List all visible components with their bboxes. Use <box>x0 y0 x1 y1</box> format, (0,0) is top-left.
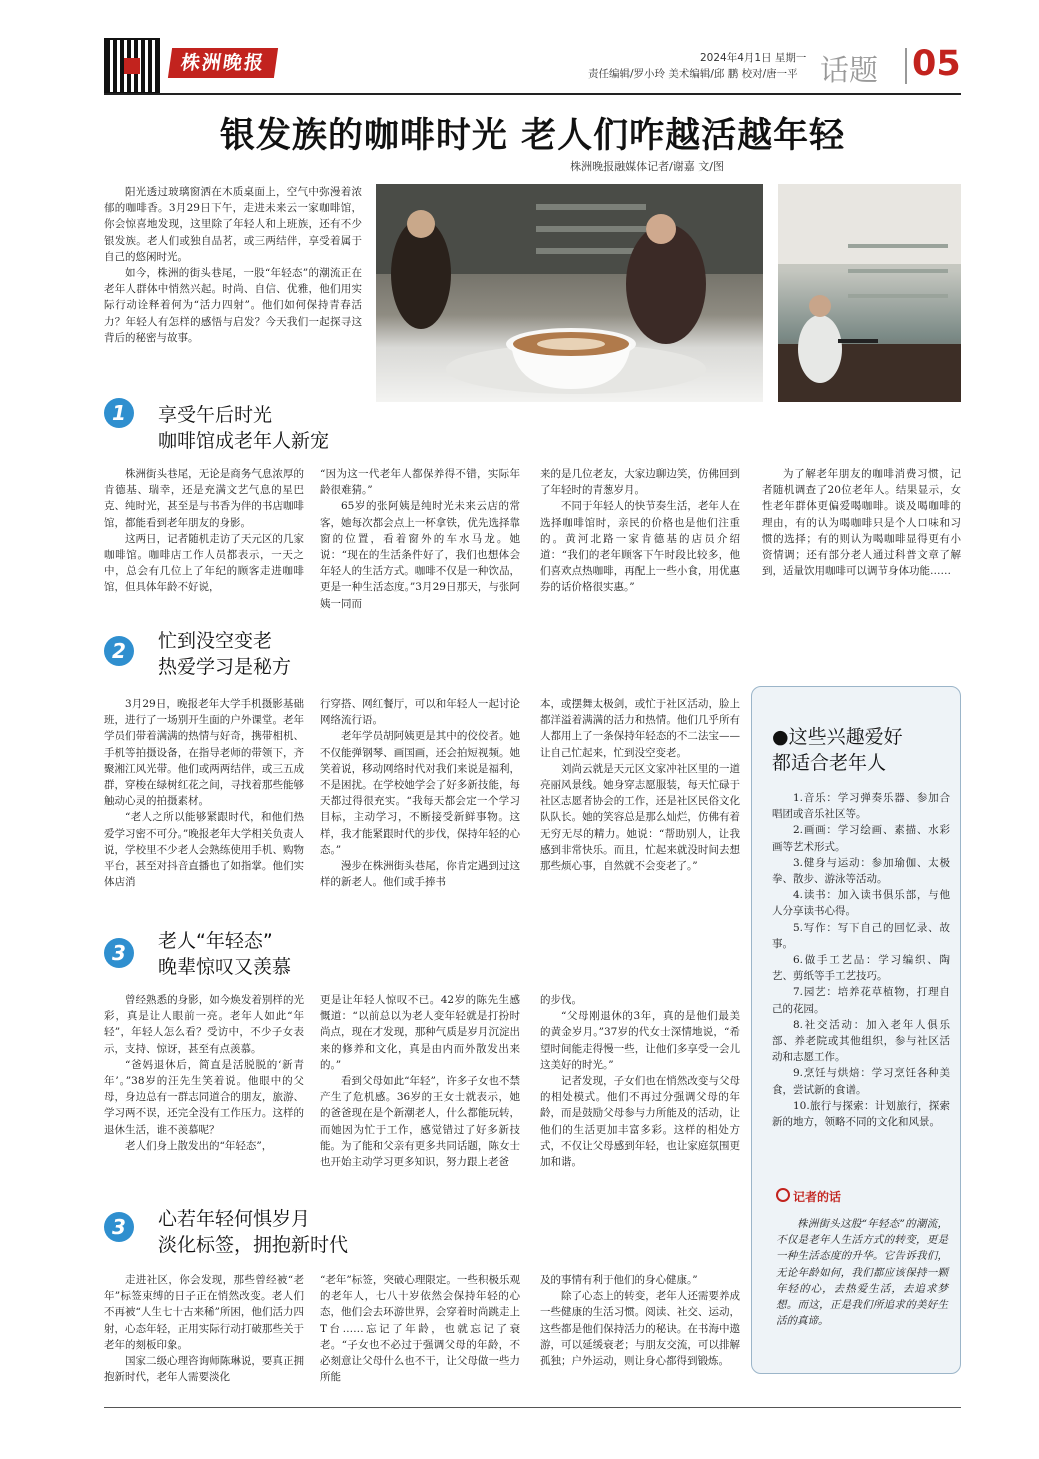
paragraph: 来的是几位老友，大家边聊边笑，仿佛回到了年轻时的青葱岁月。 <box>540 468 740 497</box>
list-item: 7.园艺：培养花草植物，打理自己的花园。 <box>772 986 950 1015</box>
paragraph: 3月29日，晚报老年大学手机摄影基础班，进行了一场别开生面的户外课堂。老年学员们带着满满的热情与好奇，携带相机、手机等拍摄设备，在指导老师的带领下，齐聚湘江风光带。他们或两两结伴，或三五成群，穿梭在绿树红花之间，寻找着那些能够触动心灵的拍摄素材。 <box>104 698 304 808</box>
list-item: 8.社交活动：加入老年人俱乐部、养老院或其他组织，参与社区活动和志愿工作。 <box>772 1018 950 1064</box>
section1-column <box>540 466 740 596</box>
paragraph: 老年学员胡阿姨更是其中的佼佼者。她不仅能弹钢琴、画国画，还会拍短视频。她笑着说，移动网络时代对我们来说是福利，不是困扰。在学校她学会了好多新技能，每天都过得很充实。“我每天都会定一个学习目标，主动学习，不断接受新鲜事物。这样，我才能紧跟时代的步伐，保持年轻的心态。” <box>320 730 520 856</box>
section4-column <box>320 1272 520 1385</box>
bullet-icon: ● <box>772 726 789 748</box>
paragraph: 走进社区，你会发现，那些曾经被“老年”标签束缚的日子正在悄然改变。老人们不再被“人生七十古来稀”所困，他们活力四射，心态年轻，正用实际行动打破那些关于老年的刻板印象。 <box>104 1274 304 1351</box>
paragraph: 国家二级心理咨询师陈琳说，要真正拥抱新时代，老年人需要淡化 <box>104 1355 304 1384</box>
section1-column <box>762 466 961 579</box>
intro-paragraph: 阳光透过玻璃窗洒在木质桌面上，空气中弥漫着浓郁的咖啡香。3月29日下午，走进未来云一家咖啡馆，你会惊喜地发现，这里除了年轻人和上班族，还有不少银发族。老人们或独自品茗，或三两结伴，享受着属于自己的悠闲时光。 <box>104 186 362 263</box>
header-divider <box>905 48 907 84</box>
section-title-line2: 淡化标签，拥抱新时代 <box>158 1234 349 1256</box>
paragraph: 这两日，记者随机走访了天元区的几家咖啡馆。咖啡店工作人员都表示，一天之中，总会有几位上了年纪的顾客走进咖啡馆，但具体年龄不好说， <box>104 532 304 594</box>
cafe-photo-elderly-man <box>778 184 961 402</box>
section1-column <box>320 466 520 612</box>
section4-column <box>540 1272 740 1369</box>
intro-paragraph: 如今，株洲的街头巷尾，一股“年轻态”的潮流正在老年人群体中悄然兴起。时尚、自信、优雅，他们用实际行动诠释着何为“活力四射”。他们如何保持青春活力？年轻人有怎样的感悟与启发？今天我们一起探寻这背后的秘密与故事。 <box>104 267 362 344</box>
circle-icon <box>776 1188 790 1202</box>
paragraph: 老人们身上散发出的“年轻态”， <box>125 1139 273 1152</box>
list-item: 9.烹饪与烘焙：学习烹饪各种美食，尝试新的食谱。 <box>772 1067 950 1096</box>
paragraph: “父母刚退休的3年，真的是他们最美的黄金岁月。”37岁的代女士深情地说，“希望时间能走得慢一些，让他们多享受一会儿这美好的时光。” <box>540 1010 740 1071</box>
section-title <box>158 928 291 980</box>
paragraph: 更是让年轻人惊叹不已。42岁的陈先生感慨道：“以前总以为老人变年轻就是打扮时尚点，现在才发现，那种气质是岁月沉淀出来的修养和文化，真是由内而外散发出来的。” <box>320 994 520 1071</box>
section-title-line1: 享受午后时光 <box>158 404 273 426</box>
list-item: 6.做手工艺品：学习编织、陶艺、剪纸等手工艺技巧。 <box>772 954 950 983</box>
paragraph: 不同于年轻人的快节奏生活，老年人在选择咖啡馆时，亲民的价格也是他们注重的。黄河北路一家肯德基的店员介绍道：“我们的老年顾客下午时段比较多，他们喜欢点热咖啡，再配上一些小食，用优惠券的话价格很实惠。” <box>540 500 740 594</box>
paragraph: 曾经熟悉的身影，如今焕发着别样的光彩，真是让人眼前一亮。老年人如此“年轻”，年轻人怎么看？受访中，不少子女表示，支持、惊讶，甚至有点羡慕。 <box>104 994 304 1055</box>
headline: 银发族的咖啡时光 老人们咋越活越年轻 <box>219 116 846 156</box>
section-number-badge: 3 <box>104 938 134 968</box>
section-number-badge: 3 <box>104 1212 134 1242</box>
paragraph: 记者发现，子女们也在悄然改变与父母的相处模式。他们不再过分强调父母的年龄，而是鼓励父母参与力所能及的活动，让他们的生活更加丰富多彩。这样的相处方式，不仅让父母感到年轻，也让家庭氛围更加和谐。 <box>540 1075 740 1169</box>
paragraph: 看到父母如此“年轻”，许多子女也不禁产生了危机感。36岁的王女士就表示，她的爸爸现在是个新潮老人，什么都能玩转，而她因为忙于工作，感觉错过了好多新技能。为了能和父亲有更多共同话题，陈女士也开始主动学习更多知识，努力跟上老爸 <box>320 1075 520 1169</box>
sidebar-title-line2: 都适合老年人 <box>772 752 887 774</box>
paragraph: 行穿搭、网红餐厅，可以和年轻人一起讨论网络流行语。 <box>320 698 520 727</box>
cafe-photo-coffee-cup <box>376 184 763 402</box>
reporter-note-heading: 记者的话 <box>776 1188 841 1205</box>
qr-code <box>104 38 160 94</box>
paragraph: 除了心态上的转变，老年人还需要养成一些健康的生活习惯。阅读、社交、运动，这些都是他们保持活力的秘诀。在书海中遨游，可以延缓衰老；与朋友交流，可以排解孤独；户外运动，则让身心都得到锻炼。 <box>540 1290 740 1368</box>
paragraph: 刘尚云就是天元区文家冲社区里的一道亮丽风景线。她身穿志愿服装，每天忙碌于社区志愿者协会的工作，还是社区民俗文化队队长。她的笑容总是那么灿烂，仿佛有着无穷无尽的精力。她说：“帮助别人，让我感到非常快乐。而且，忙起来就没时间去想那些烦心事，自然就不会变老了。” <box>540 762 740 873</box>
paragraph: “老年”标签，突破心理限定。一些积极乐观的老年人，七八十岁依然会保持年轻的心态，他们会去环游世界，会穿着时尚跳走上T台……忘记了年龄，也就忘记了衰老。“子女也不必过于强调父母的年龄，不必刻意让父母什么也不干，让父母做一些力所能 <box>320 1274 520 1384</box>
paragraph: “因为这一代老年人都保养得不错，实际年龄很难猜。” <box>320 468 520 497</box>
section2-column <box>104 696 304 890</box>
section-title-line1: 忙到没空变老 <box>158 630 273 652</box>
footer-rule <box>104 1407 961 1408</box>
section3-column <box>320 992 520 1170</box>
section2-column <box>320 696 520 890</box>
list-item: 5.写作：写下自己的回忆录、故事。 <box>772 921 950 950</box>
section-title-line1: 老人“年轻态” <box>158 930 273 952</box>
page-number: 05 <box>912 44 961 84</box>
newspaper-logo: 株洲晚报 <box>168 48 278 78</box>
section-title-line2: 晚辈惊叹又羡慕 <box>158 956 292 978</box>
paragraph: “老人之所以能够紧跟时代，和他们热爱学习密不可分。”晚报老年大学相关负责人说，学校里不少老人会熟练使用手机、购物平台，甚至对抖音直播也了如指掌。他们实体店消 <box>104 811 304 889</box>
section3-column <box>104 992 304 1154</box>
byline: 株洲晚报融媒体记者/谢嘉 文/图 <box>570 160 724 173</box>
note-paragraph: 株洲街头这股“年轻态”的潮流，不仅是老年人生活方式的转变，更是一种生活态度的升华。它告诉我们，无论年龄如何，我们都应该保持一颗年轻的心，去热爱生活，去追求梦想。而这，正是我们所追求的美好生活的真谛。 <box>776 1218 948 1328</box>
paragraph: 的步伐。 <box>540 994 582 1006</box>
section2-column <box>540 696 740 874</box>
paragraph: 及的事情有利于他们的身心健康。” <box>540 1274 698 1286</box>
paragraph: 株洲街头巷尾，无论是商务气息浓厚的肯德基、瑞幸，还是充满文艺气息的星巴克、纯时光，甚至是与书香为伴的书店咖啡馆，都能看到老年朋友的身影。 <box>104 468 304 529</box>
section-title-line2: 热爱学习是秘方 <box>158 656 292 678</box>
section-title <box>158 628 291 680</box>
paragraph: 漫步在株洲街头巷尾，你肯定遇到过这样的新老人。他们或手捧书 <box>320 860 520 889</box>
section4-column <box>104 1272 304 1385</box>
section1-column <box>104 466 304 596</box>
section-number-badge: 1 <box>104 398 134 428</box>
section-title-line1: 心若年轻何惧岁月 <box>158 1208 311 1230</box>
list-item: 1.音乐：学习弹奏乐器、参加合唱团或音乐社区等。 <box>772 792 950 821</box>
paragraph: 本，或摆舞太极剑，或忙于社区活动，脸上都洋溢着满满的活力和热情。他们几乎所有人都用上了一条保持年轻态的不二法宝——让自己忙起来，忙到没空变老。 <box>540 698 740 759</box>
sidebar-title-line1: 这些兴趣爱好 <box>788 726 903 748</box>
sidebar-title <box>772 724 903 776</box>
section-title <box>158 1206 348 1258</box>
list-item: 10.旅行与探索：计划旅行，探索新的地方，领略不同的文化和风景。 <box>772 1099 950 1129</box>
paragraph: “爸妈退休后，简直是活脱脱的‘新青年’。”38岁的汪先生笑着说。他眼中的父母，身边总有一群志同道合的朋友，旅游、学习两不误，还完全没有工作压力。这样的退休生活，谁不羡慕呢？ <box>104 1058 304 1136</box>
header-rule <box>104 93 961 95</box>
section-number-badge: 2 <box>104 636 134 666</box>
section-title-line2: 咖啡馆成老年人新宠 <box>158 430 330 452</box>
paragraph: 为了解老年朋友的咖啡消费习惯，记者随机调查了20位老年人。结果显示，女性老年群体更偏爱喝咖啡。谈及喝咖啡的理由，有的认为喝咖啡只是个人口味和习惯的选择；有的则认为喝咖啡显得更有小资情调；还有部分老人通过科普文章了解到，适量饮用咖啡可以调节身体功能…… <box>762 468 961 578</box>
section-title <box>158 402 329 454</box>
hobbies-list <box>772 790 950 1130</box>
list-item: 4.读书：加入读书俱乐部，与他人分享读书心得。 <box>772 889 950 918</box>
issue-date: 2024年4月1日 星期一 <box>700 52 807 64</box>
paragraph: 65岁的张阿姨是纯时光未来云店的常客，她每次都会点上一杯拿铁，优先选择靠窗的位置，看着窗外的车水马龙。她说：“现在的生活条件好了，我们也想体会年轻人的生活方式。咖啡不仅是一种饮品，更是一种生活态度。”3月29日那天，与张阿姨一同而 <box>320 500 520 610</box>
list-item: 2.画画：学习绘画、素描、水彩画等艺术形式。 <box>772 824 950 853</box>
reporter-note <box>776 1216 948 1329</box>
editor-credit: 责任编辑/罗小玲 美术编辑/邱 鹏 校对/唐一平 <box>588 68 798 80</box>
section3-column <box>540 992 740 1170</box>
section-name: 话题 <box>820 53 879 87</box>
intro-text <box>104 184 362 346</box>
list-item: 3.健身与运动：参加瑜伽、太极拳、散步、游泳等活动。 <box>772 856 950 886</box>
